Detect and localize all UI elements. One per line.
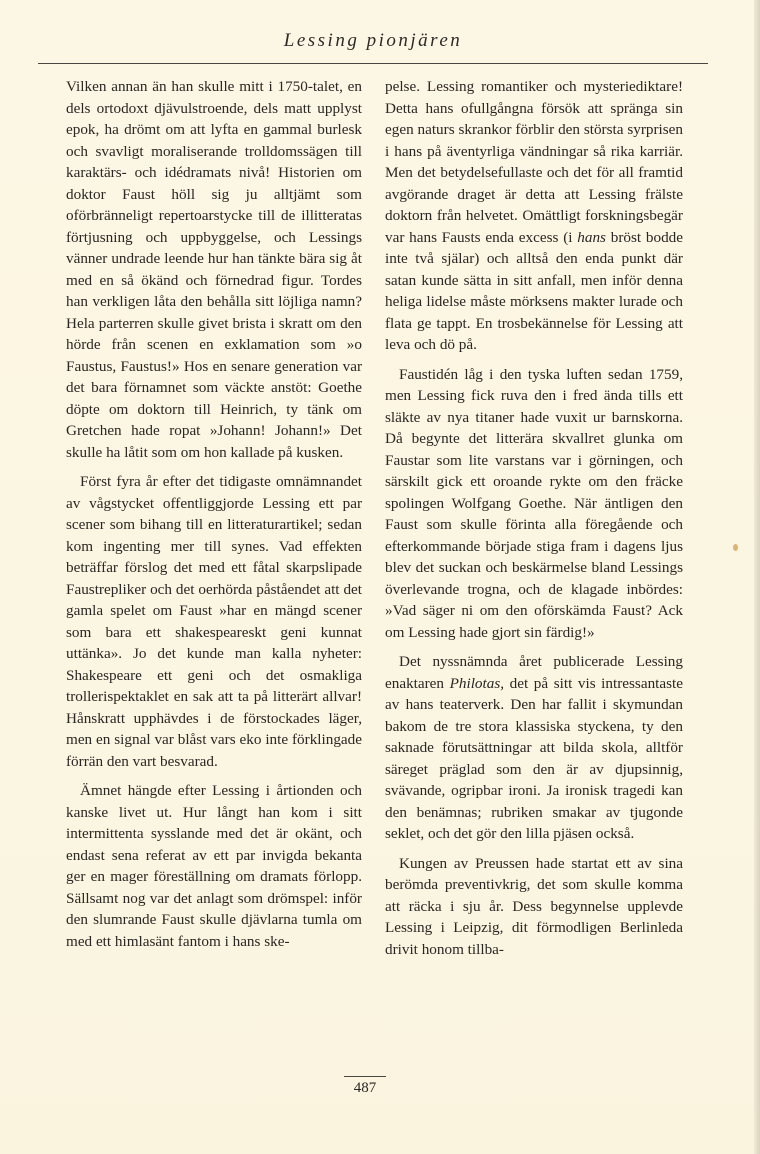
text-span: pelse. Lessing romantiker och mysteriediktare! Detta hans ofullgångna försök att spränga sin egen naturs skrankor förblir den största syrprisen i hans på äventyrliga vändningar så rika karriär. Men det betydelsefullaste och det för all framtid avgörande draget är detta att Lessing frälste doktorn från helvetet. Omättligt forskningsbegär var hans Fausts enda excess (i	[385, 78, 683, 246]
paragraph: Vilken annan än han skulle mitt i 1750-talet, en dels ortodoxt djävulstroende, dels matt upplyst epok, ha drömt om att lyfta en gammal burlesk och svavligt moraliserande trolldomssägen till karaktärs- och idédramats nivå! Historien om doktor Faust höll sig ju alltjämt som oförbränneligt repertoarstycke till de illitteratas förtjusning och uppbyggelse, och Lessings vänner undrade leende hur han tänkte bära sig åt med en så ökänd och förnedrad figur. Tordes han verkligen låta den behålla sitt löjliga namn? Hela parterren skulle givet brista i skratt om den hörde från scenen en exklamation som »o Faustus, Faustus!» Hos en senare generation var det bara förnamnet som väckte anstöt: Goethe döpte om doktorn till Heinrich, ty tänk om Gretchen hade ropat »Johann! Johann!» Det skulle ha låtit som om hon kallade på kusken.	[66, 78, 362, 461]
paragraph: Kungen av Preussen hade startat ett av sina berömda preventivkrig, det som skulle komma att räcka i sju år. Dess begynnelse upplevde Lessing i Leipzig, dit förmodligen Berlinleda drivit honom tillba-	[385, 854, 683, 958]
paragraph	[385, 76, 683, 356]
text-span: det på sitt vis intressantaste av hans teaterverk. Den har fallit i skymundan bakom de tre stora klassiska styckena, ty den saknade förutsättningar att bilda skola, alltför säreget präglad som den är av djupsinnig, svävande, ogripbar ironi. Ja ironisk tragedi kan den benämnas; rubriken smakar av tjugonde seklet, och det gör den lilla pjäsen också.	[385, 674, 684, 842]
paragraph: Ämnet hängde efter Lessing i årtionden och kanske livet ut. Hur långt han kom i sitt intermittenta sysslande med det är okänt, och endast sena referat av ett par invigda bekanta ger en mager föreställning om dramats förlopp. Sällsamt nog var det anlagt som drömspel: inför den slumrande Faust skulle djävlarna tumla om med ett himlasänt fantom i hans ske-	[66, 782, 362, 950]
italic-text: hans	[577, 228, 606, 246]
left-column	[66, 76, 362, 960]
paragraph: Faustidén låg i den tyska luften sedan 1759, men Lessing fick ruva den i fred ända tills ett släkte av nya titaner hade vuxit ur barnskorna. Då begynte det litterära skvallret glunka om Faustar som lite varstans var i görningen, och särskilt gick ett oroande rykte om den fräcke spolingen Wolfgang Goethe. När äntligen den Faust som skulle förinta alla föregående och efterkommande började stiga fram i dagens ljus blev det suckan och beskärmelse bland Lessings överlevande trogna, och de klagade inbördes: »Vad säger ni om den oförskämda Faust? Ack om Lessing hade gjort sin färdig!»	[385, 365, 683, 641]
paragraph: Först fyra år efter det tidigaste omnämnandet av vågstycket offentliggjorde Lessing ett par scener som bihang till en litteraturartikel; sedan kom ingenting mer till synes. Vad effekten beträffar förslog det med ett fåtal skarpslipade Faustrepliker och det oerhörda påståendet att det gamla spelet om Faust »har en mängd scener som bara ett shakespeareskt geni kunnat uttänka». Jo det kunde man kalla nyheter: Shakespeare ett geni och det osmakliga trollerispektaklet en sak att ta på litterärt allvar! Hånskratt upphävdes i de förstockades läger, men en signal var blåst vars eko inte förklingade förrän den vart besvarad.	[66, 473, 362, 770]
page-number: 487	[353, 1080, 377, 1096]
page-footer	[340, 1076, 390, 1097]
footer-rule	[344, 1076, 386, 1077]
running-title: Lessing pionjären	[283, 30, 463, 51]
page-edge	[754, 0, 760, 1154]
paragraph	[385, 651, 683, 845]
text-span: Det nyssnämnda året publicerade Lessing enaktaren	[385, 653, 683, 692]
paper-stain	[733, 544, 738, 551]
text-span: bröst bodde inte två själar) och alltså den enda punkt där satan kunde sätta in sitt anfall, men inför denna heliga lidelse måste mörksens makter lurade och flata ge tappt. En trosbekännelse för Lessing att leva och dö på.	[385, 228, 683, 353]
page-header	[38, 24, 708, 64]
italic-title: Philotas,	[449, 674, 505, 692]
right-column	[385, 76, 683, 968]
header-rule	[38, 63, 708, 64]
